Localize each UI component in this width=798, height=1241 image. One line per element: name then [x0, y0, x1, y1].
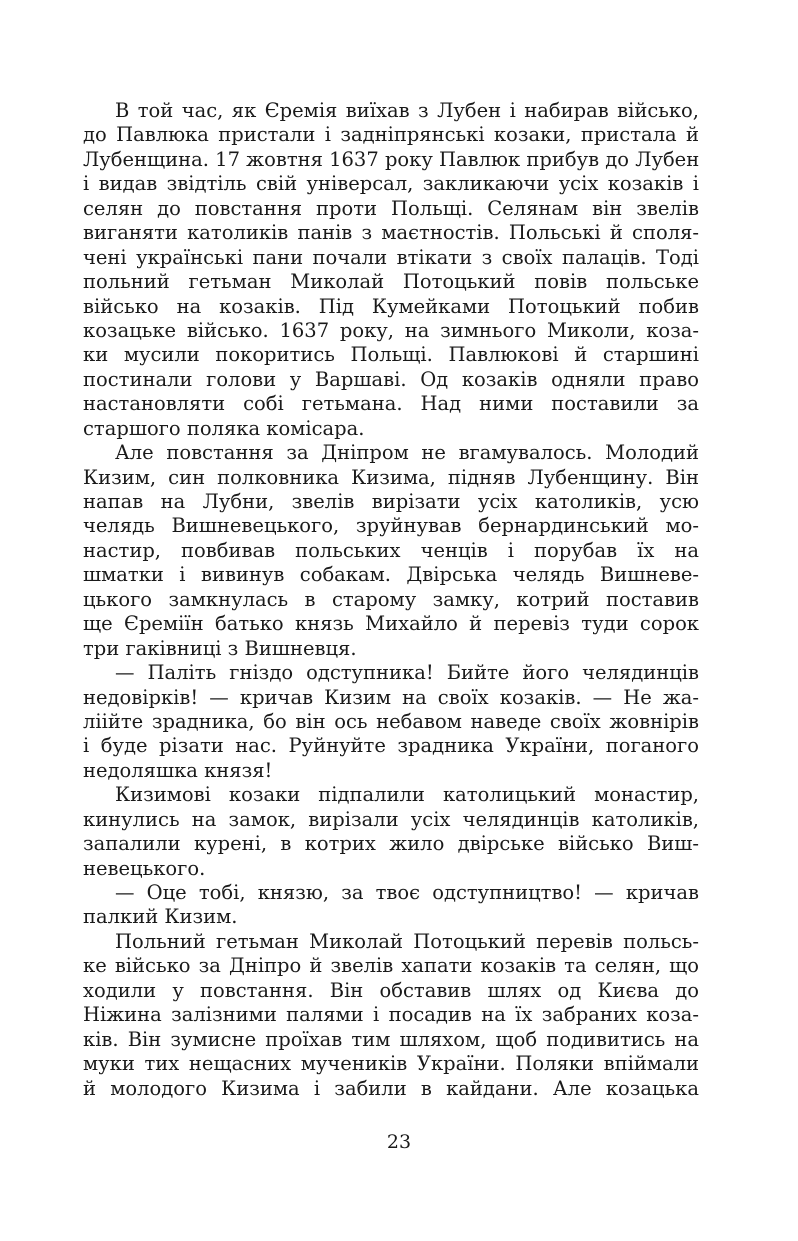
text-line: недоляшка князя!: [83, 758, 273, 782]
text-line: польний гетьман Миколай Потоцький повів польське: [83, 270, 699, 294]
text-line: ще Єреміїн батько князь Михайло й перевіз туди сорок: [83, 612, 699, 636]
text-line: настир, повбивав польських ченців і порубав їх на: [83, 538, 699, 562]
text-line: військо на козаків. Під Кумейками Потоцький побив: [83, 294, 699, 318]
text-line: Але повстання за Дніпром не вгамувалось. Молодий: [115, 441, 699, 465]
text-line: три гаківниці з Вишневця.: [83, 636, 357, 660]
text-line: Ніжина залізними палями і посадив на їх забраних коза-: [83, 1003, 699, 1027]
text-line: Польний гетьман Миколай Потоцький перевів польсь-: [115, 929, 699, 953]
text-line: й молодого Кизима і забили в кайдани. Але козацька: [83, 1076, 699, 1100]
text-line: ки мусили покоритись Польщі. Павлюкові й старшині: [83, 343, 699, 367]
text-line: чені українські пани почали втікати з своїх палаців. Тоді: [83, 245, 699, 269]
text-line: напав на Лубни, звелів вирізати усіх католиків, усю: [83, 490, 699, 513]
text-line: В той час, як Єремія виїхав з Лубен і набирав військо,: [115, 99, 699, 122]
text-line: ліійте зрадника, бо він ось небавом наведе своїх жовнірів: [83, 709, 699, 733]
text-line: шматки і вивинув собакам. Двірська челядь Вишневе-: [83, 563, 699, 587]
text-line: запалили курені, в котрих жило двірське військо Виш-: [83, 832, 699, 856]
text-line: — Оце тобі, князю, за твоє одступництво! — кричав: [115, 881, 699, 904]
text-line: ходили у повстання. Він обставив шлях од Києва до: [83, 978, 699, 1002]
text-line: цького замкнулась в старому замку, котрий поставив: [83, 587, 699, 611]
text-line: старшого поляка комісара.: [83, 416, 365, 440]
text-line: ків. Він зумисне проїхав тим шляхом, щоб подивитись на: [83, 1027, 699, 1051]
text-line: і видав звідтіль свій універсал, закликаючи усіх козаків і: [83, 172, 699, 196]
text-line: невецького.: [83, 856, 206, 880]
text-line: виганяти католиків панів з маєтностів. Польські й споля-: [83, 221, 699, 245]
text-line: селян до повстання проти Польщі. Селянам він звелів: [83, 196, 699, 220]
text-line: муки тих нещасних мучеників України. Поляки впіймали: [83, 1052, 699, 1076]
text-line: Кизимові козаки підпалили католицький монастир,: [115, 783, 699, 807]
body-text: [83, 99, 699, 1101]
text-line: челядь Вишневецького, зруйнував бернардинський мо-: [83, 514, 699, 538]
text-line: Лубенщина. 17 жовтня 1637 року Павлюк прибув до Лубен: [83, 147, 700, 171]
text-line: козацьке військо. 1637 року, на зимнього Миколи, коза-: [83, 318, 699, 342]
text-line: і буде різати нас. Руйнуйте зрадника України, поганого: [83, 734, 699, 758]
text-line: Кизим, син полковника Кизима, підняв Лубенщину. Він: [83, 465, 699, 489]
page-number: 23: [386, 1131, 412, 1153]
text-line: недовірків! — кричав Кизим на своїх козаків. — Не жа-: [83, 685, 699, 709]
text-line: до Павлюка пристали і задніпрянські козаки, пристала й: [83, 123, 699, 147]
text-line: — Паліть гніздо одступника! Бийте його челядинців: [115, 661, 699, 685]
text-line: кинулись на замок, вирізали усіх челядинців католиків,: [83, 807, 699, 831]
text-line: настановляти собі гетьмана. Над ними поставили за: [83, 392, 699, 416]
text-line: палкий Кизим.: [83, 905, 238, 929]
text-line: постинали голови у Варшаві. Од козаків одняли право: [83, 367, 699, 391]
text-line: ке військо за Дніпро й звелів хапати козаків та селян, що: [83, 954, 699, 978]
